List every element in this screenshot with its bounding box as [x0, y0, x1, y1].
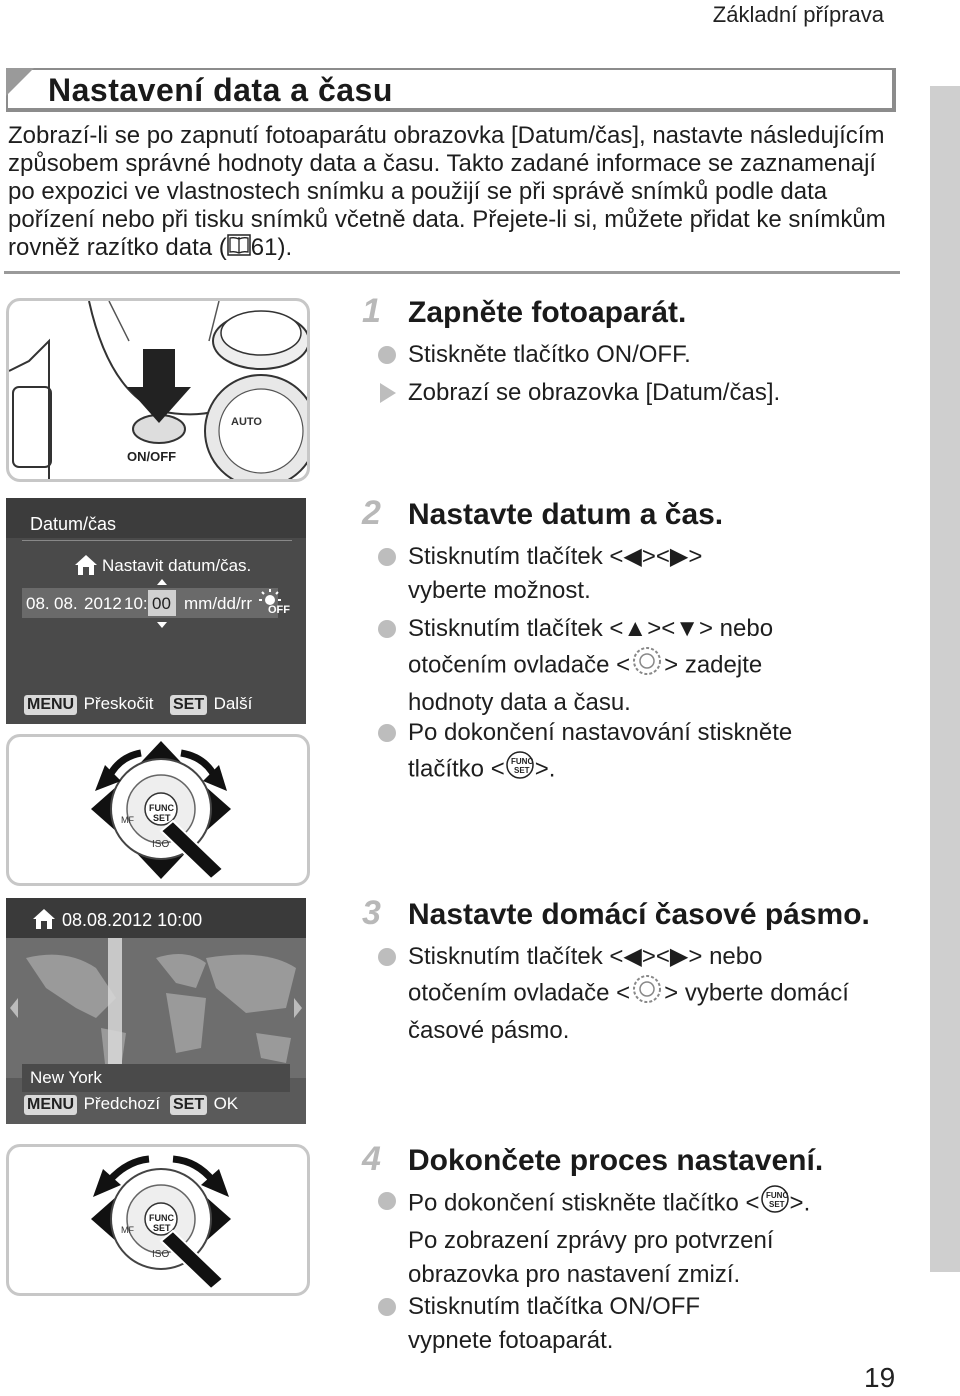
up-caret-icon [157, 579, 167, 585]
down-caret-icon [157, 622, 167, 628]
next-label: Další [213, 694, 253, 713]
home-icon [32, 908, 56, 935]
page-number: 19 [864, 1362, 896, 1393]
world-map [6, 938, 306, 1078]
date-month: 08. [54, 594, 78, 613]
dst-status: OFF [268, 604, 290, 616]
step-2-bullet-3: Po dokončení nastavování stiskněte tlačítko < FUNC SET >. [408, 716, 888, 790]
func-label: FUNC [149, 803, 174, 813]
screen-title: Datum/čas [30, 514, 117, 534]
bullet-dot [378, 724, 396, 742]
step-3-title: Nastavte domácí časové pásmo. [408, 898, 870, 931]
result-arrow-icon [380, 383, 396, 403]
bullet-dot [378, 620, 396, 638]
bullet-dot [378, 548, 396, 566]
time-zone-screen [6, 898, 306, 1124]
bullet-dot [378, 1192, 396, 1210]
right-arrow-icon: ▶ [669, 943, 689, 970]
step-2-title: Nastavte datum a čas. [408, 498, 724, 531]
svg-text:SET: SET [768, 1200, 785, 1209]
bullet-dot [378, 346, 396, 364]
screen-divider [22, 540, 292, 541]
current-datetime: 08.08.2012 10:00 [62, 910, 203, 930]
func-set-icon [760, 1184, 790, 1224]
title-corner-mark [6, 68, 34, 96]
step-4-bullet-1: Po dokončení stiskněte tlačítko < FUNC SET >. Po zobrazení zprávy pro potvrzení obrazovka pro nastavení zmizí. [408, 1184, 908, 1292]
previous-label: Předchozí [83, 1094, 161, 1113]
set-button-chip: SET [170, 695, 207, 715]
down-arrow-icon: ▼ [675, 615, 699, 642]
screen-subtitle: Nastavit datum/čas. [102, 556, 252, 575]
time-minute: 00 [152, 594, 171, 613]
menu-skip[interactable] [24, 694, 153, 715]
menu-button-chip: MENU [24, 1095, 77, 1115]
title-box [6, 68, 896, 112]
step-2-number: 2 [362, 494, 381, 532]
intro-paragraph [8, 122, 888, 263]
step-4-title: Dokončete proces nastavení. [408, 1144, 824, 1177]
svg-text:FUNC: FUNC [765, 1191, 788, 1200]
func-set-icon [505, 750, 535, 790]
ok-label: OK [213, 1094, 239, 1113]
step-1-number: 1 [362, 292, 381, 330]
control-dial-illustration [6, 734, 310, 886]
control-dial-rotate-illustration [6, 1144, 310, 1296]
onoff-label: ON/OFF [127, 449, 177, 464]
set-ok[interactable] [170, 1094, 238, 1115]
step-2-bullet-2: Stisknutím tlačítek <▲><▼> nebo otočením ovladače < > zadejte hodnoty data a času. [408, 612, 888, 720]
control-dial-drawing [9, 737, 307, 883]
set-label: SET [153, 1223, 171, 1233]
step-2-bullet-1: Stisknutím tlačítek <◀><▶> vyberte možnost. [408, 540, 888, 608]
left-arrow-icon: ◀ [623, 943, 642, 970]
bullet-dot [378, 948, 396, 966]
left-arrow-icon: ◀ [623, 543, 642, 570]
iso-label: ISO [152, 839, 170, 850]
date-year: 2012 [84, 594, 122, 613]
iso-label: ISO [152, 1249, 170, 1260]
bullet-dot [378, 1298, 396, 1316]
intro-text: Zobrazí-li se po zapnutí fotoaparátu obrazovka [Datum/čas], nastavte následujícím způsobem správné hodnoty data a času. Takto zadané informace se zaznamenají po expozici ve vlastnostech snímku a použijí se při správě snímků podle data pořízení nebo při tisku snímků včetně data. Přejete-li si, můžete přidat ke snímkům rovněž razítko data ( [8, 122, 886, 261]
set-button-chip: SET [170, 1095, 207, 1115]
control-dial-rotate-drawing [9, 1147, 307, 1293]
step-1-bullet-1: Stiskněte tlačítko ON/OFF. [408, 338, 691, 372]
svg-text:FUNC: FUNC [510, 757, 533, 766]
camera-top-drawing [9, 301, 307, 479]
page-title: Nastavení data a času [48, 72, 393, 108]
date-format: mm/dd/rr [184, 594, 252, 613]
set-label: SET [153, 813, 171, 823]
control-dial-icon [630, 646, 664, 686]
svg-text:SET: SET [513, 766, 530, 775]
mf-label: MF [121, 815, 134, 825]
step-1-bullet-2: Zobrazí se obrazovka [Datum/čas]. [408, 376, 780, 410]
mf-label: MF [121, 1225, 134, 1235]
up-arrow-icon: ▲ [623, 615, 648, 642]
skip-label: Přeskočit [83, 694, 154, 713]
date-day: 08. [26, 594, 50, 613]
time-hour: 10: [124, 594, 148, 613]
home-icon [74, 554, 98, 581]
divider [4, 271, 900, 274]
dial-auto-label: AUTO [231, 416, 262, 428]
step-3-bullet-1: Stisknutím tlačítek <◀><▶> nebo otočením ovladače < > vyberte domácí časové pásmo. [408, 940, 908, 1048]
date-time-screen [6, 498, 306, 724]
menu-button-chip: MENU [24, 695, 77, 715]
intro-page-ref: 61). [250, 234, 293, 261]
city-name: New York [30, 1068, 102, 1087]
set-next[interactable] [170, 694, 252, 715]
right-arrow-icon: ▶ [669, 543, 689, 570]
menu-previous[interactable] [24, 1094, 160, 1115]
step-3-number: 3 [362, 894, 381, 932]
section-header: Základní příprava [712, 2, 884, 27]
func-label: FUNC [149, 1213, 174, 1223]
step-1-title: Zapněte fotoaparát. [408, 296, 687, 329]
control-dial-icon [630, 974, 664, 1014]
step-4-number: 4 [362, 1140, 381, 1178]
book-icon [227, 234, 251, 263]
step-4-bullet-2: Stisknutím tlačítka ON/OFF vypnete fotoaparát. [408, 1290, 908, 1358]
side-thumb-tab [930, 86, 960, 1272]
camera-top-illustration [6, 298, 310, 482]
